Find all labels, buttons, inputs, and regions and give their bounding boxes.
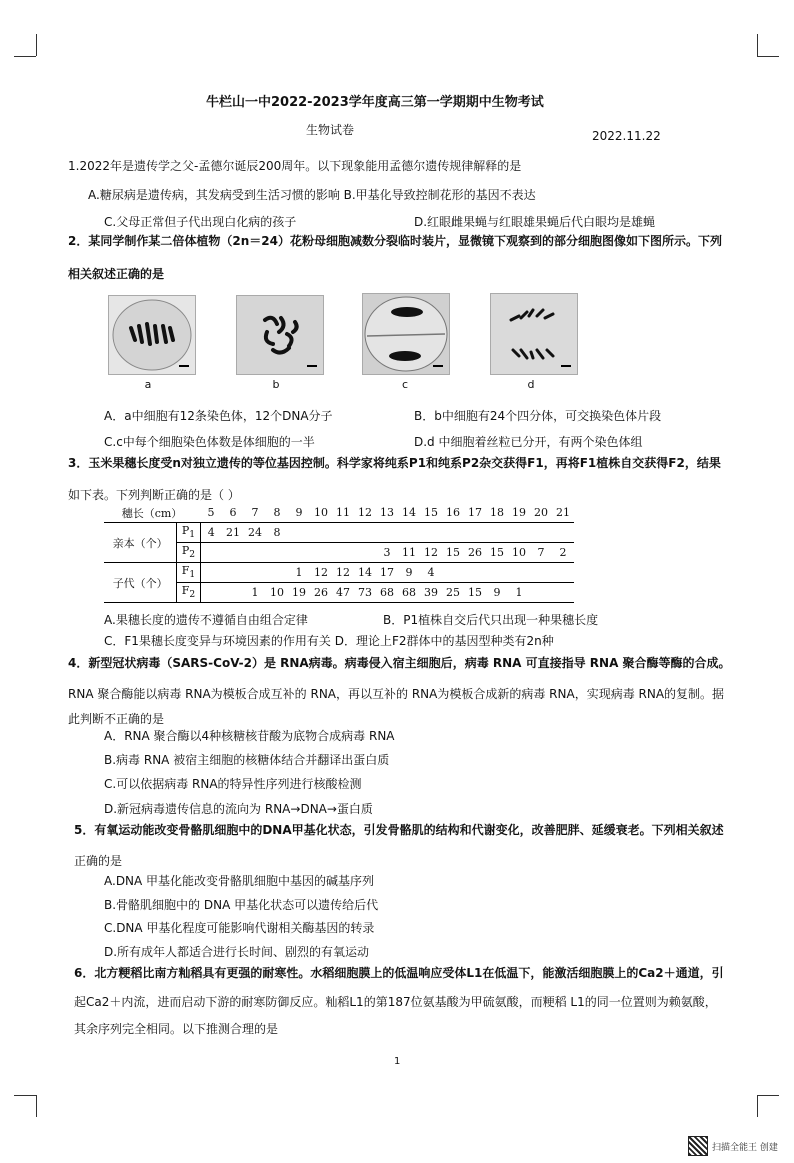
table-cell: 11 — [402, 546, 416, 559]
q5-option-a: A.DNA 甲基化能改变骨骼肌细胞中基因的碱基序列 — [104, 874, 375, 888]
table-cell: 19 — [292, 586, 306, 599]
q5-option-c: C.DNA 甲基化程度可能影响代谢相关酶基因的转录 — [104, 921, 375, 935]
table-cell — [222, 543, 244, 563]
table-cell — [486, 563, 508, 583]
q3-option-b: B．P1植株自交后代只出现一种果穗长度 — [383, 613, 599, 627]
table-cell — [222, 563, 244, 583]
table-header-cell: 16 — [446, 506, 460, 519]
q3-option-cd: C．F1果穗长度变异与环境因素的作用有关 D．理论上F2群体中的基因型种类有2n种 — [104, 634, 554, 648]
table-cell — [332, 523, 354, 543]
table-cell — [244, 563, 266, 583]
table-cell — [310, 523, 332, 543]
table-cell: 47 — [336, 586, 350, 599]
table-header-cell: 10 — [314, 506, 328, 519]
row-label — [177, 563, 200, 583]
table-cell — [530, 583, 552, 603]
table-cell: 10 — [270, 586, 284, 599]
row-label — [177, 543, 200, 563]
q3-stem-line1: 3．玉米果穗长度受n对独立遗传的等位基因控制。科学家将纯系P1和纯系P2杂交获得F1，再将F1植株自交获得F2，结果 — [68, 456, 721, 470]
table-cell — [354, 543, 376, 563]
micrograph-a-caption: a — [144, 378, 152, 391]
table-cell: 15 — [468, 586, 482, 599]
row-label — [177, 583, 200, 603]
row-label-sub: 1 — [189, 569, 196, 581]
crop-mark — [757, 1095, 758, 1117]
table-cell: 4 — [427, 566, 435, 579]
q5-stem-line1: 5．有氧运动能改变骨骼肌细胞中的DNA甲基化状态，引发骨骼肌的结构和代谢变化，改善肥胖、延缓衰老。下列相关叙述 — [74, 823, 724, 837]
table-cell: 26 — [468, 546, 482, 559]
table-cell — [552, 583, 574, 603]
crop-mark — [757, 34, 758, 56]
table-header-cell: 19 — [512, 506, 526, 519]
q6-stem-line1: 6．北方粳稻比南方籼稻具有更强的耐寒性。水稻细胞膜上的低温响应受体L1在低温下，能激活细胞膜上的Ca2＋通道，引 — [74, 966, 724, 980]
table-header-cell: 17 — [468, 506, 482, 519]
q4-option-a: A．RNA 聚合酶以4种核糖核苷酸为底物合成病毒 RNA — [104, 729, 395, 743]
table-header-cell: 5 — [207, 506, 215, 519]
table-header-cell: 21 — [556, 506, 570, 519]
table-header-cell: 18 — [490, 506, 504, 519]
table-cell: 7 — [537, 546, 545, 559]
q4-option-b: B.病毒 RNA 被宿主细胞的核糖体结合并翻译出蛋白质 — [104, 753, 390, 767]
table-cell: 25 — [446, 586, 460, 599]
q5-option-b: B.骨骼肌细胞中的 DNA 甲基化状态可以遗传给后代 — [104, 898, 379, 912]
table-cell — [486, 523, 508, 543]
page-title: 牛栏山一中2022-2023学年度高三第一学期期中生物考试 — [206, 95, 544, 110]
table-cell — [464, 563, 486, 583]
crop-mark — [14, 56, 36, 57]
table-cell — [530, 523, 552, 543]
table-header-cell: 9 — [295, 506, 303, 519]
table-cell: 24 — [248, 526, 262, 539]
q6-stem-line3: 其余序列完全相同。以下推测合理的是 — [74, 1022, 279, 1036]
table-cell — [442, 563, 464, 583]
q4-stem-line1: 4．新型冠状病毒（SARS-CoV-2）是 RNA病毒。病毒侵入宿主细胞后，病毒 RNA 可直接指导 RNA 聚合酶等酶的合成。 — [68, 656, 731, 670]
table-cell — [266, 563, 288, 583]
table-cell — [530, 563, 552, 583]
micrograph-c — [362, 293, 450, 375]
table-cell — [420, 523, 442, 543]
q3-stem-line2: 如下表。下列判断正确的是（ ） — [68, 488, 240, 502]
table-header-cell: 14 — [402, 506, 416, 519]
q2-option-d: D.d 中细胞着丝粒已分开，有两个染色体组 — [414, 435, 643, 449]
group-label-child: 子代（个） — [104, 563, 177, 603]
table-cell — [354, 523, 376, 543]
micrograph-d-caption: d — [527, 378, 535, 391]
row-label-sub: 1 — [189, 529, 196, 541]
table-cell — [244, 543, 266, 563]
table-cell: 1 — [295, 566, 303, 579]
table-cell: 10 — [512, 546, 526, 559]
table-cell: 12 — [424, 546, 438, 559]
table-header-cell: 11 — [336, 506, 350, 519]
q2-option-c: C.c中每个细胞染色体数是体细胞的一半 — [104, 435, 315, 449]
table-cell — [398, 523, 420, 543]
table-header-label: 穗长（cm） — [121, 506, 183, 520]
table-cell: 14 — [358, 566, 372, 579]
scanner-watermark: 扫描全能王 创建 — [712, 1143, 778, 1153]
table-cell — [508, 563, 530, 583]
table-cell — [508, 523, 530, 543]
q2-option-a: A．a中细胞有12条染色体，12个DNA分子 — [104, 409, 333, 423]
table-header-cell: 15 — [424, 506, 438, 519]
q4-stem-line3: 此判断不正确的是 — [68, 712, 165, 726]
page-subtitle: 生物试卷 — [306, 123, 355, 137]
row-label-sub: 2 — [189, 549, 196, 561]
row-label-letter: F — [181, 564, 190, 578]
exam-date: 2022.11.22 — [592, 129, 661, 143]
table-cell: 8 — [273, 526, 281, 539]
table-cell — [200, 563, 222, 583]
table-header-cell: 7 — [251, 506, 259, 519]
q5-option-d: D.所有成年人都适合进行长时间、剧烈的有氧运动 — [104, 945, 370, 959]
micrograph-c-caption: c — [401, 378, 409, 391]
table-header-cell: 13 — [380, 506, 394, 519]
qr-code-icon — [688, 1136, 708, 1156]
table-header-row — [104, 503, 574, 523]
row-label-letter: P — [181, 544, 190, 558]
table-cell: 9 — [493, 586, 501, 599]
table-cell: 21 — [226, 526, 240, 539]
table-cell: 39 — [424, 586, 438, 599]
q2-stem-line2: 相关叙述正确的是 — [68, 267, 165, 281]
crop-mark — [14, 1095, 36, 1096]
table-cell — [200, 543, 222, 563]
group-label-parent: 亲本（个） — [104, 523, 177, 563]
q6-stem-line2: 起Ca2＋内流，进而启动下游的耐寒防御反应。籼稻L1的第187位氨基酸为甲硫氨酸，而粳稻 L1的同一位置则为赖氨酸， — [74, 995, 717, 1009]
table-header-cell: 12 — [358, 506, 372, 519]
table-cell — [222, 583, 244, 603]
table-cell: 73 — [358, 586, 372, 599]
crop-mark — [36, 34, 37, 56]
table-cell: 4 — [207, 526, 215, 539]
micrograph-b-caption: b — [272, 378, 280, 391]
table-cell — [288, 523, 310, 543]
table-cell: 15 — [446, 546, 460, 559]
table-cell: 15 — [490, 546, 504, 559]
table-cell — [310, 543, 332, 563]
crop-mark — [757, 56, 779, 57]
table-cell: 17 — [380, 566, 394, 579]
table-cell — [266, 543, 288, 563]
row-label-letter: P — [181, 524, 190, 538]
table-row — [104, 563, 574, 583]
table-cell: 1 — [251, 586, 259, 599]
q2-option-b: B．b中细胞有24个四分体，可交换染色体片段 — [414, 409, 662, 423]
table-cell: 9 — [405, 566, 413, 579]
row-label-letter: F — [181, 584, 190, 598]
table-cell: 68 — [380, 586, 394, 599]
table-row — [104, 523, 574, 543]
q5-stem-line2: 正确的是 — [74, 854, 123, 868]
table-header-cell: 8 — [273, 506, 281, 519]
q2-stem-line1: 2．某同学制作某二倍体植物（2n＝24）花粉母细胞减数分裂临时装片，显微镜下观察到的部分细胞图像如下图所示。下列 — [68, 234, 722, 248]
table-cell: 26 — [314, 586, 328, 599]
q1-option-ab: A.糖尿病是遗传病，其发病受到生活习惯的影响 B.甲基化导致控制花形的基因不表达 — [88, 188, 536, 202]
page-number: 1 — [394, 1056, 401, 1067]
micrograph-b — [236, 295, 324, 375]
ear-length-table — [104, 503, 574, 603]
crop-mark — [757, 1095, 779, 1096]
q3-option-a: A.果穗长度的遗传不遵循自由组合定律 — [104, 613, 308, 627]
table-cell — [288, 543, 310, 563]
q1-option-c: C.父母正常但子代出现白化病的孩子 — [104, 215, 297, 229]
q4-stem-line2: RNA 聚合酶能以病毒 RNA为模板合成互补的 RNA，再以互补的 RNA为模板合成新的病毒 RNA，实现病毒 RNA的复制。据 — [68, 687, 725, 701]
micrograph-d — [490, 293, 578, 375]
q4-option-c: C.可以依据病毒 RNA的特异性序列进行核酸检测 — [104, 777, 362, 791]
table-header-cell: 6 — [229, 506, 237, 519]
table-cell — [376, 523, 398, 543]
table-cell — [464, 523, 486, 543]
table-cell: 12 — [336, 566, 350, 579]
table-cell — [552, 563, 574, 583]
table-cell — [332, 543, 354, 563]
table-header-cell: 20 — [534, 506, 548, 519]
q1-option-d: D.红眼雌果蝇与红眼雄果蝇后代白眼均是雄蝇 — [414, 215, 656, 229]
table-cell: 1 — [515, 586, 523, 599]
row-label-sub: 2 — [189, 589, 196, 601]
crop-mark — [36, 1095, 37, 1117]
table-cell — [552, 523, 574, 543]
table-cell — [200, 583, 222, 603]
table-cell: 12 — [314, 566, 328, 579]
q4-option-d: D.新冠病毒遗传信息的流向为 RNA→DNA→蛋白质 — [104, 802, 373, 816]
q1-stem: 1.2022年是遗传学之父-孟德尔诞辰200周年。以下现象能用孟德尔遗传规律解释的是 — [68, 159, 522, 173]
table-cell: 3 — [383, 546, 391, 559]
table-cell: 2 — [559, 546, 567, 559]
row-label — [177, 523, 200, 543]
table-cell: 68 — [402, 586, 416, 599]
micrograph-a — [108, 295, 196, 375]
table-cell — [442, 523, 464, 543]
